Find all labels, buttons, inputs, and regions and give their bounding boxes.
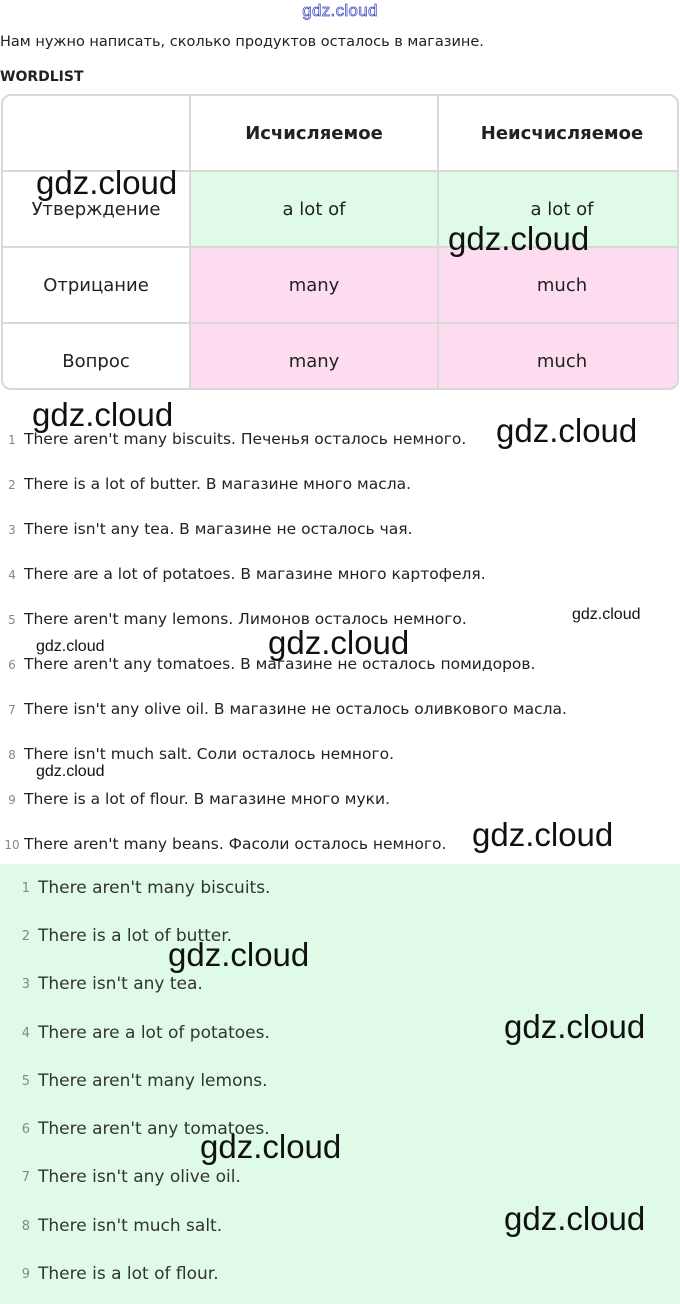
answer-block xyxy=(0,864,680,1304)
watermark: gdz.cloud xyxy=(504,1008,646,1045)
watermark: gdz.cloud xyxy=(168,936,310,973)
answer-text: There is a lot of flour. xyxy=(38,1264,219,1284)
answer-number: 4 xyxy=(21,1025,30,1041)
answer-text: There aren't many lemons. xyxy=(38,1071,268,1091)
answer-text: There aren't many biscuits. xyxy=(38,878,271,898)
watermark: gdz.cloud xyxy=(200,1128,342,1165)
cell-question-uncountable: much xyxy=(439,324,679,390)
item-text: There isn't much salt. Соли осталось немного. xyxy=(24,745,395,763)
watermark: gdz.cloud xyxy=(496,412,638,449)
item-text: There aren't many lemons. Лимонов осталось немного. xyxy=(24,610,467,628)
answer-item xyxy=(0,912,680,960)
answer-item xyxy=(0,1105,680,1153)
table-corner-cell xyxy=(3,96,189,170)
item-number: 8 xyxy=(8,748,16,762)
answer-text: There isn't any olive oil. xyxy=(38,1167,241,1187)
answer-text: There are a lot of potatoes. xyxy=(38,1023,270,1043)
list-item xyxy=(0,420,680,465)
list-item xyxy=(0,510,680,555)
answer-item xyxy=(0,960,680,1008)
column-header-countable: Исчисляемое xyxy=(191,96,437,170)
item-number: 6 xyxy=(8,658,16,672)
list-item xyxy=(0,555,680,600)
item-text: There isn't any olive oil. В магазине не осталось оливкового масла. xyxy=(24,700,567,718)
item-text: There is a lot of butter. В магазине много масла. xyxy=(24,475,412,493)
item-text: There are a lot of potatoes. В магазине много картофеля. xyxy=(24,565,486,583)
item-number: 10 xyxy=(4,838,20,852)
answer-item xyxy=(0,864,680,912)
answer-item xyxy=(0,1202,680,1250)
watermark: gdz.cloud xyxy=(36,638,105,655)
answer-text: There isn't much salt. xyxy=(38,1216,223,1236)
item-text: There isn't any tea. В магазине не осталось чая. xyxy=(24,520,413,538)
list-item xyxy=(0,645,680,690)
answer-number: 7 xyxy=(21,1169,30,1185)
answer-number: 5 xyxy=(21,1073,30,1089)
item-number: 5 xyxy=(8,613,16,627)
answer-number: 2 xyxy=(21,928,30,944)
answer-number: 9 xyxy=(21,1266,30,1282)
row-label-question: Вопрос xyxy=(3,324,189,390)
item-number: 1 xyxy=(8,433,16,447)
task-intro: Нам нужно написать, сколько продуктов осталось в магазине. xyxy=(0,34,484,50)
item-number: 9 xyxy=(8,793,16,807)
list-item xyxy=(0,600,680,645)
row-label-negative: Отрицание xyxy=(3,248,189,322)
watermark: gdz.cloud xyxy=(572,606,641,623)
column-header-uncountable: Неисчисляемое xyxy=(439,96,679,170)
list-item xyxy=(0,465,680,510)
wordlist-title: WORDLIST xyxy=(0,69,84,85)
item-text: There aren't many biscuits. Печенья осталось немного. xyxy=(24,430,467,448)
answer-number: 1 xyxy=(21,880,30,896)
answer-item xyxy=(0,1009,680,1057)
answer-text: There aren't any tomatoes. xyxy=(38,1119,270,1139)
watermark: gdz.cloud xyxy=(36,763,105,780)
item-number: 7 xyxy=(8,703,16,717)
cell-question-countable: many xyxy=(191,324,437,390)
wordlist-table xyxy=(1,94,679,390)
watermark: gdz.cloud xyxy=(472,816,614,853)
item-text: There aren't any tomatoes. В магазине не осталось помидоров. xyxy=(24,655,536,673)
item-text: There aren't many beans. Фасоли осталось немного. xyxy=(24,835,447,853)
cell-negative-countable: many xyxy=(191,248,437,322)
answer-number: 3 xyxy=(21,976,30,992)
answer-number: 8 xyxy=(21,1218,30,1234)
row-label-affirmative: Утверждение xyxy=(3,172,189,246)
item-number: 2 xyxy=(8,478,16,492)
answer-text: There is a lot of butter. xyxy=(38,926,233,946)
watermark: gdz.cloud xyxy=(36,164,178,201)
watermark: gdz.cloud xyxy=(448,220,590,257)
answer-item xyxy=(0,1057,680,1105)
watermark: gdz.cloud xyxy=(504,1200,646,1237)
list-item xyxy=(0,780,680,825)
cell-affirmative-uncountable: a lot of xyxy=(439,172,679,246)
site-label[interactable]: gdz.cloud xyxy=(302,1,378,20)
watermark: gdz.cloud xyxy=(32,396,174,433)
list-item xyxy=(0,690,680,735)
item-number: 4 xyxy=(8,568,16,582)
answer-item xyxy=(0,1153,680,1201)
list-item xyxy=(0,735,680,780)
item-number: 3 xyxy=(8,523,16,537)
cell-negative-uncountable: much xyxy=(439,248,679,322)
answer-item xyxy=(0,1250,680,1298)
answer-number: 6 xyxy=(21,1121,30,1137)
item-text: There is a lot of flour. В магазине много муки. xyxy=(24,790,390,808)
watermark: gdz.cloud xyxy=(268,624,410,661)
answer-text: There isn't any tea. xyxy=(38,974,203,994)
cell-affirmative-countable: a lot of xyxy=(191,172,437,246)
